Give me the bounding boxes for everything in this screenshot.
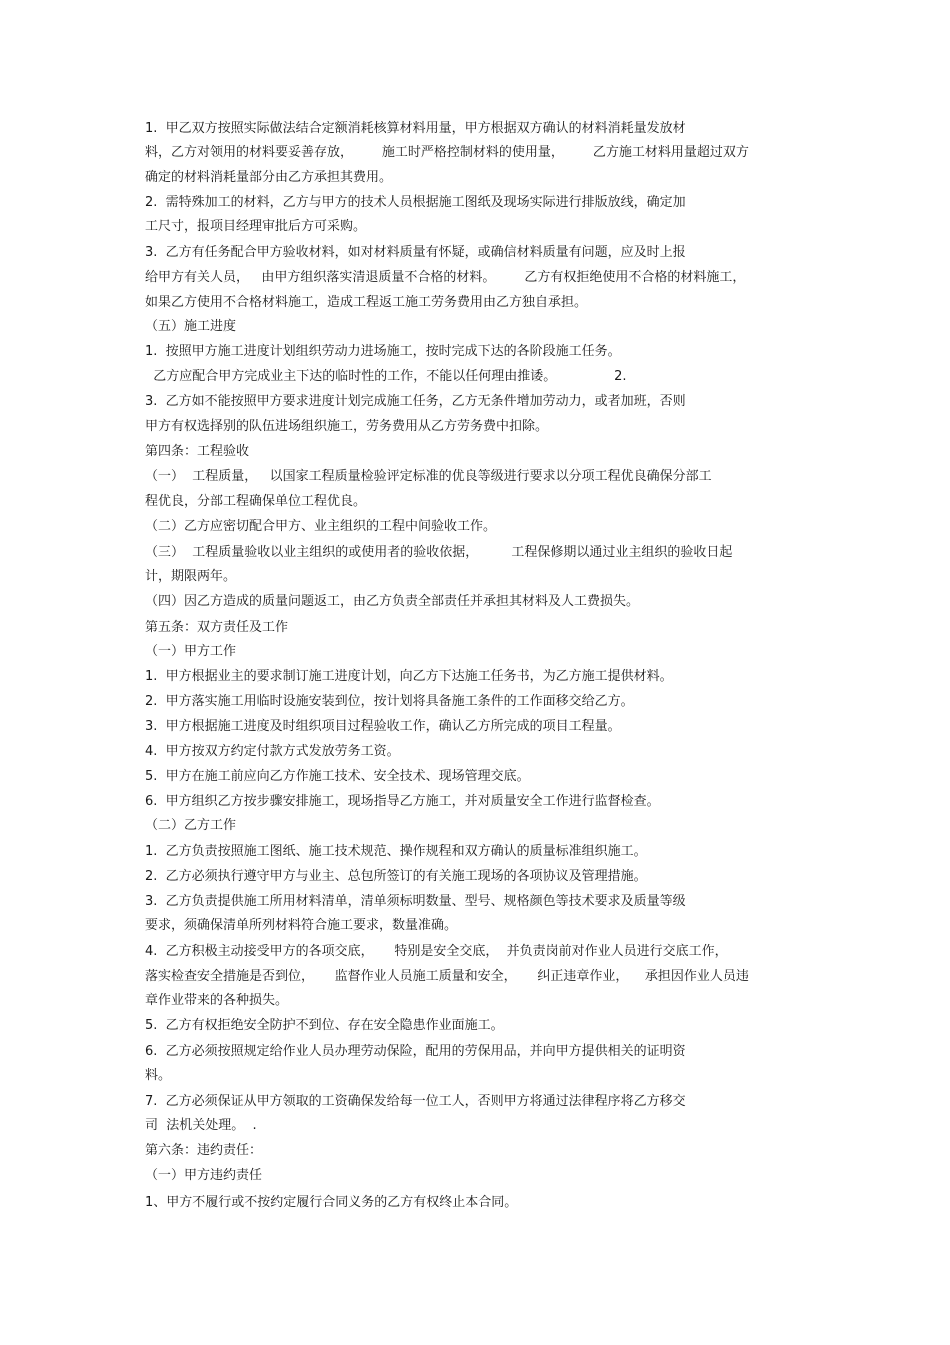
text-line: （三） 工程质量验收以业主组织的或使用者的验收依据， 工程保修期以通过业主组织的验收日起 (145, 545, 733, 560)
text-line: （一） 工程质量， 以国家工程质量检验评定标准的优良等级进行要求以分项工程优良确保分部工 (145, 469, 712, 484)
section-heading: （一）甲方工作 (145, 644, 237, 659)
section-heading: （五）施工进度 (145, 319, 237, 334)
text-line: 7. 乙方必须保证从甲方领取的工资确保发给每一位工人，否则甲方将通过法律程序将乙方移交 (145, 1094, 686, 1109)
text-line: 3. 甲方根据施工进度及时组织项目过程验收工作，确认乙方所完成的项目工程量。 (145, 719, 621, 734)
text-line: 2. 需特殊加工的材料，乙方与甲方的技术人员根据施工图纸及现场实际进行排版放线，确定加 (145, 195, 686, 210)
text-line: 3. 乙方有任务配合甲方验收材料，如对材料质量有怀疑，或确信材料质量有问题，应及时上报 (145, 245, 686, 260)
text-line: 乙方应配合甲方完成业主下达的临时性的工作，不能以任何理由推诿。 2. (145, 369, 627, 384)
text-line: 2. 乙方必须执行遵守甲方与业主、总包所签订的有关施工现场的各项协议及管理措施。 (145, 869, 647, 884)
article-heading: 第四条：工程验收 (145, 444, 250, 459)
text-line: 料。 (145, 1068, 172, 1083)
text-line: 料，乙方对领用的材料要妥善存放， 施工时严格控制材料的使用量， 乙方施工材料用量超过双方 (145, 145, 749, 160)
text-line: 计，期限两年。 (145, 569, 237, 584)
text-line: 程优良，分部工程确保单位工程优良。 (145, 494, 367, 509)
text-line: 确定的材料消耗量部分由乙方承担其费用。 (145, 170, 393, 185)
text-line: 要求，须确保清单所列材料符合施工要求，数量准确。 (145, 918, 458, 933)
text-line: 如果乙方使用不合格材料施工，造成工程返工施工劳务费用由乙方独自承担。 (145, 295, 588, 310)
text-line: 司 法机关处理。 . (145, 1118, 257, 1133)
text-line: 工尺寸，报项目经理审批后方可采购。 (145, 219, 367, 234)
text-line: 1. 乙方负责按照施工图纸、施工技术规范、操作规程和双方确认的质量标准组织施工。 (145, 844, 647, 859)
section-heading: （一）甲方违约责任 (145, 1168, 263, 1183)
text-line: 5. 甲方在施工前应向乙方作施工技术、安全技术、现场管理交底。 (145, 769, 530, 784)
text-line: 3. 乙方负责提供施工所用材料清单，清单须标明数量、型号、规格颜色等技术要求及质量等级 (145, 894, 686, 909)
text-line: （四）因乙方造成的质量问题返工，由乙方负责全部责任并承担其材料及人工费损失。 (145, 594, 640, 609)
text-line: 1. 甲方根据业主的要求制订施工进度计划，向乙方下达施工任务书，为乙方施工提供材料。 (145, 669, 673, 684)
text-line: 6. 乙方必须按照规定给作业人员办理劳动保险，配用的劳保用品，并向甲方提供相关的证明资 (145, 1044, 686, 1059)
text-line: 4. 甲方按双方约定付款方式发放劳务工资。 (145, 744, 400, 759)
text-line: 2. 甲方落实施工用临时设施安装到位，按计划将具备施工条件的工作面移交给乙方。 (145, 694, 634, 709)
text-line: 3. 乙方如不能按照甲方要求进度计划完成施工任务，乙方无条件增加劳动力，或者加班，否则 (145, 394, 686, 409)
text-line: 1、甲方不履行或不按约定履行合同义务的乙方有权终止本合同。 (145, 1195, 518, 1210)
text-line: 章作业带来的各种损失。 (145, 993, 289, 1008)
text-line: 1. 按照甲方施工进度计划组织劳动力进场施工，按时完成下达的各阶段施工任务。 (145, 344, 621, 359)
text-line: 落实检查安全措施是否到位， 监督作业人员施工质量和安全， 纠正违章作业， 承担因作业人员违 (145, 969, 749, 984)
text-line: 5. 乙方有权拒绝安全防护不到位、存在安全隐患作业面施工。 (145, 1018, 504, 1033)
article-heading: 第五条：双方责任及工作 (145, 620, 289, 635)
text-line: （二）乙方应密切配合甲方、业主组织的工程中间验收工作。 (145, 519, 497, 534)
text-line: 1. 甲乙双方按照实际做法结合定额消耗核算材料用量，甲方根据双方确认的材料消耗量发放材 (145, 121, 686, 136)
text-line: 给甲方有关人员， 由甲方组织落实清退质量不合格的材料。 乙方有权拒绝使用不合格的材料施工， (145, 270, 746, 285)
section-heading: （二）乙方工作 (145, 818, 237, 833)
text-line: 6. 甲方组织乙方按步骤安排施工，现场指导乙方施工，并对质量安全工作进行监督检查。 (145, 794, 660, 809)
text-line: 4. 乙方积极主动接受甲方的各项交底， 特别是安全交底， 并负责岗前对作业人员进行交底工作， (145, 944, 728, 959)
article-heading: 第六条：违约责任： (145, 1143, 263, 1158)
text-line: 甲方有权选择别的队伍进场组织施工，劳务费用从乙方劳务费中扣除。 (145, 419, 549, 434)
